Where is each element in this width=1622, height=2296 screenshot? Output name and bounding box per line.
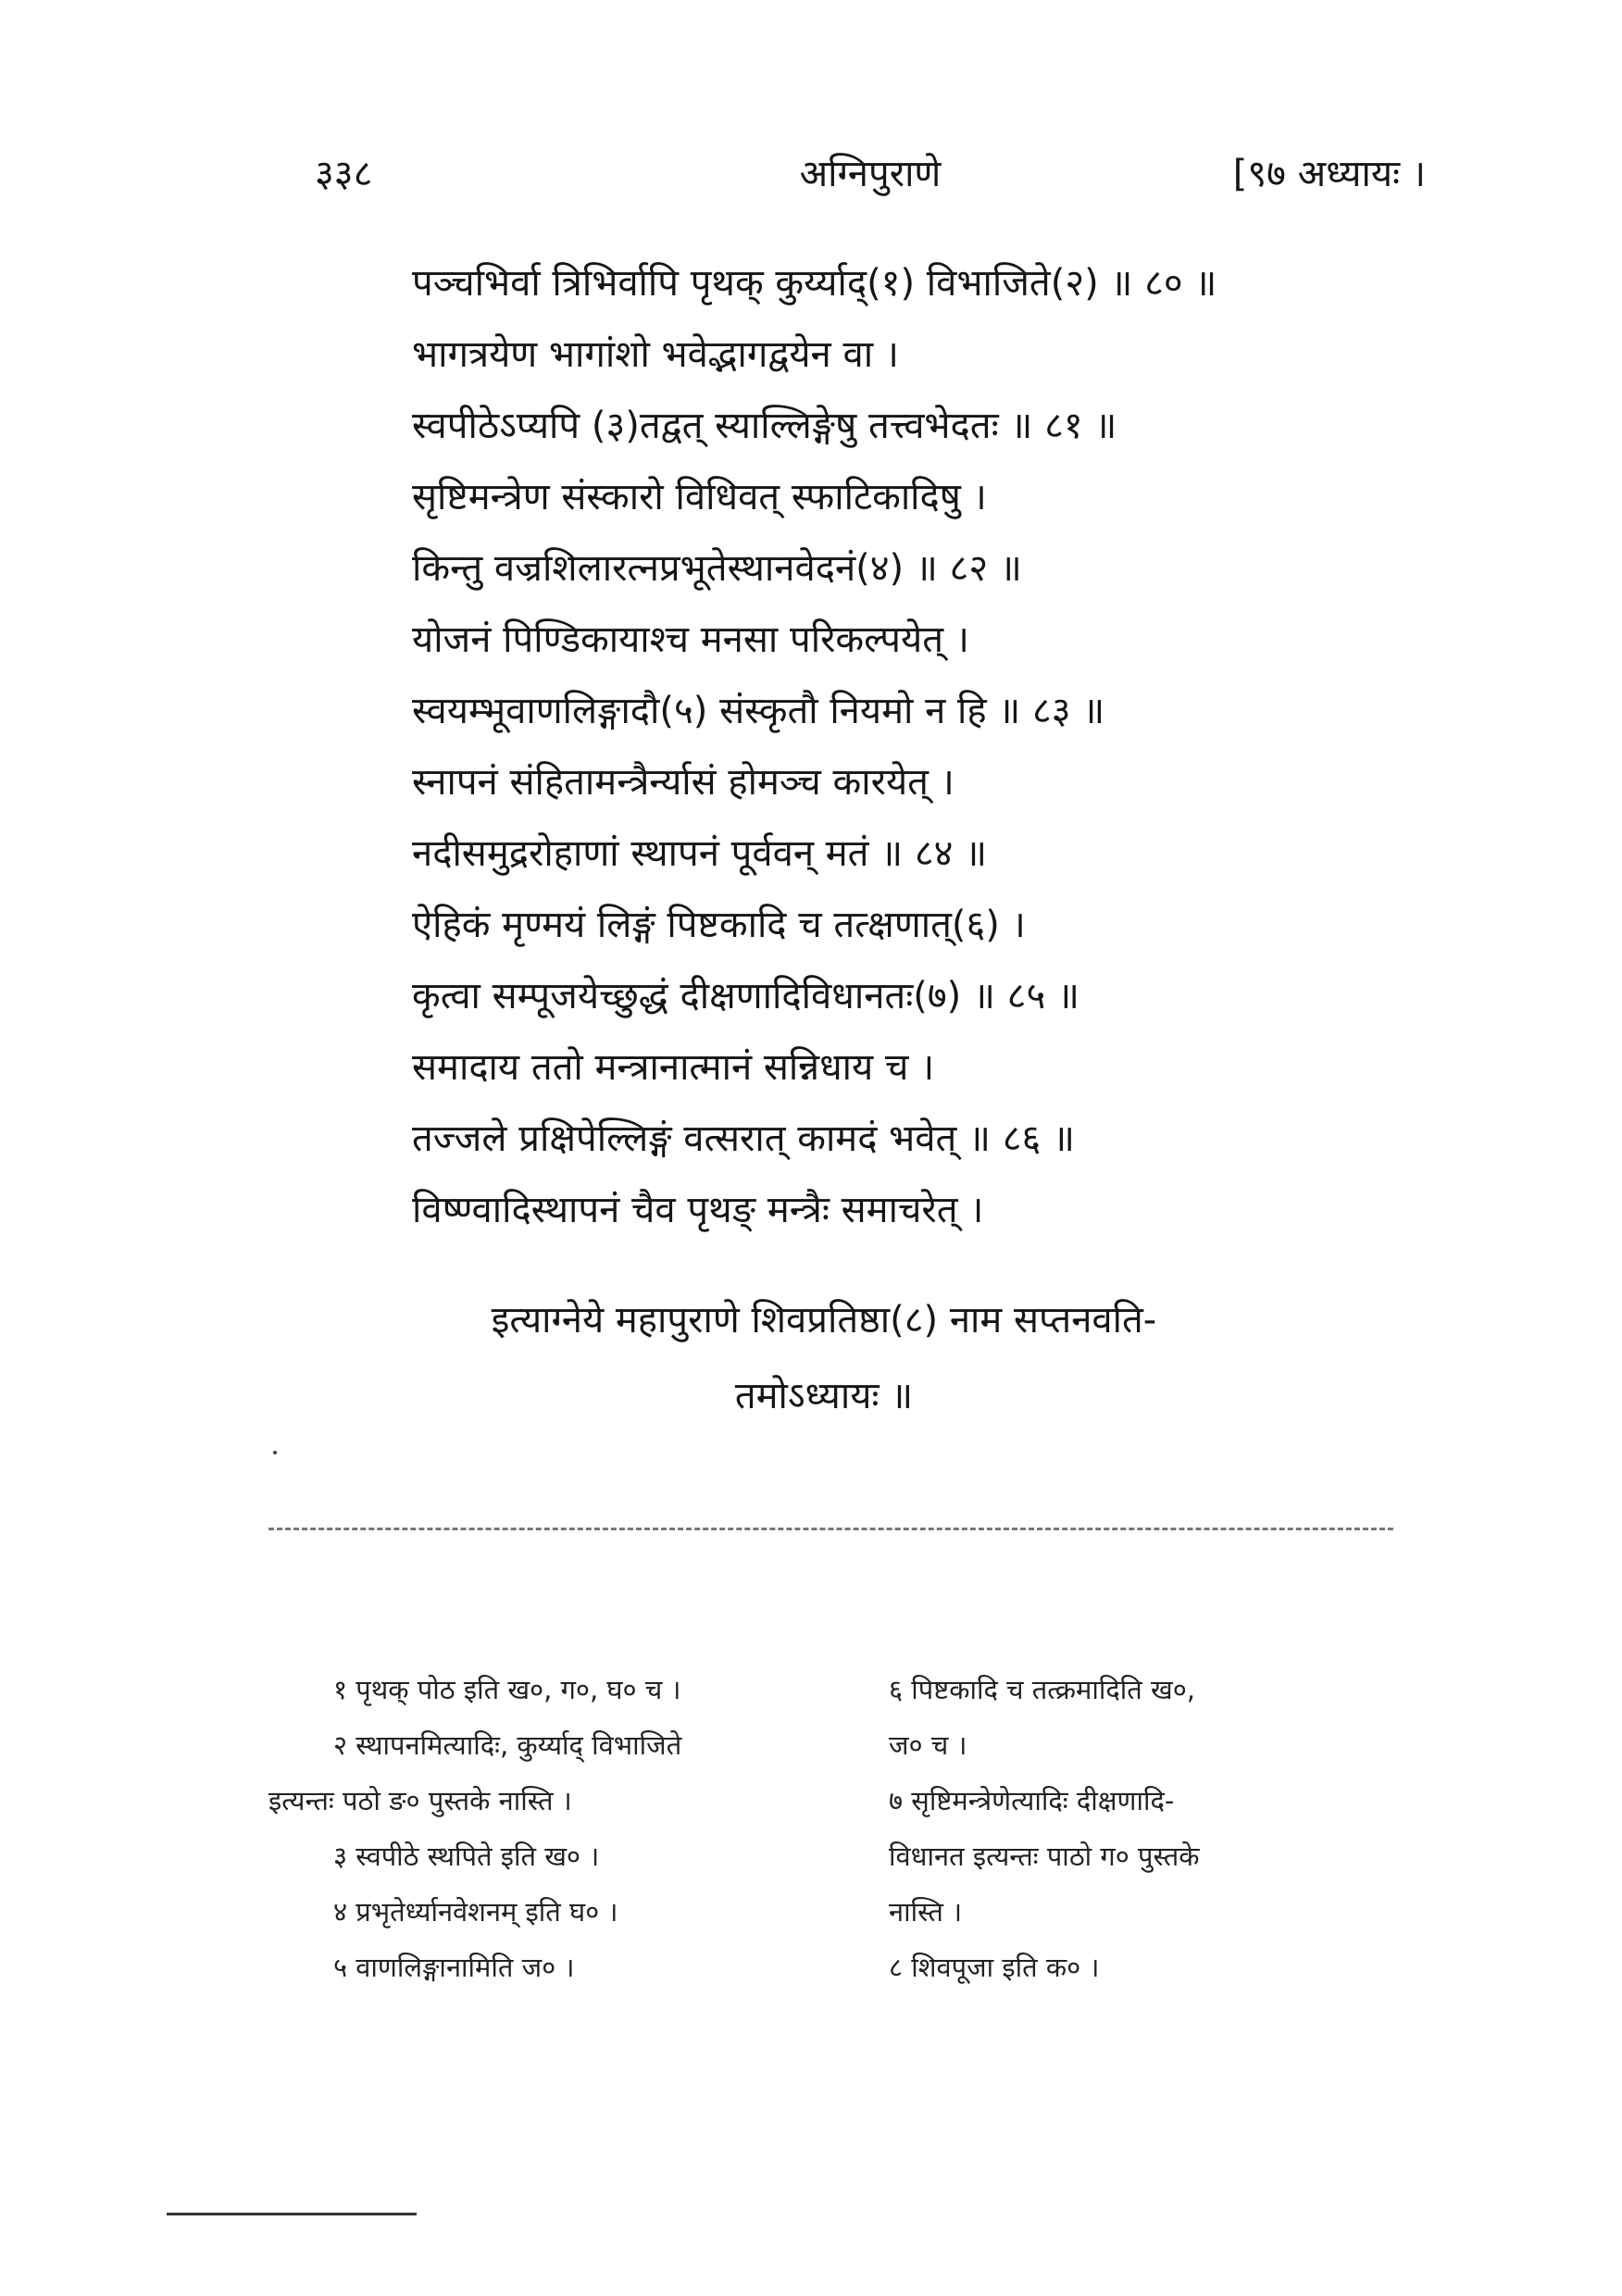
verse-line: कृत्वा सम्पूजयेच्छुद्धं दीक्षणादिविधानतः(७) ॥ ८५ ॥ — [412, 975, 1079, 1017]
verse-line: पञ्चभिर्वा त्रिभिर्वापि पृथक् कुर्य्याद्(१) विभाजिते(२) ॥ ८० ॥ — [412, 262, 1217, 305]
bottom-rule — [167, 2213, 417, 2215]
verse-line: नदीसमुद्ररोहाणां स्थापनं पूर्ववन् मतं ॥ ८४ ॥ — [412, 832, 988, 875]
verse-line: स्वयम्भूवाणलिङ्गादौ(५) संस्कृतौ नियमो न हि ॥ ८३ ॥ — [412, 690, 1105, 732]
verse-line: योजनं पिण्डिकायाश्च मनसा परिकल्पयेत् । — [412, 618, 969, 661]
footnote-continuation: नास्ति । — [889, 1896, 963, 1928]
running-title: अग्निपुराणे — [799, 153, 942, 195]
verse-line: स्नापनं संहितामन्त्रैर्न्यासं होमञ्च कारयेत् । — [412, 761, 954, 804]
colophon-line: इत्याग्नेये महापुराणे शिवप्रतिष्ठा(८) नाम सप्तनवति- — [491, 1299, 1157, 1341]
verse-line: विष्ण्वादिस्थापनं चैव पृथङ् मन्त्रैः समाचरेत् । — [412, 1189, 984, 1231]
footnote-separator — [268, 1528, 1393, 1530]
verse-line: किन्तु वज्रशिलारत्नप्रभूतेस्थानवेदनं(४) ॥ ८२ ॥ — [412, 547, 1022, 590]
verse-line: तज्जले प्रक्षिपेल्लिङ्गं वत्सरात् कामदं भवेत् ॥ ८६ ॥ — [412, 1117, 1076, 1160]
footnote: ७ सृष्टिमन्त्रेणेत्यादिः दीक्षणादि- — [889, 1785, 1175, 1816]
running-header — [315, 146, 1426, 202]
print-speck — [273, 1451, 277, 1454]
verse-line: समादाय ततो मन्त्रानात्मानं सन्निधाय च । — [412, 1046, 935, 1089]
footnotes-left-column — [268, 1662, 861, 1995]
footnote: ६ पिष्टकादि च तत्क्रमादिति ख०, — [889, 1674, 1196, 1705]
footnote-continuation: ज० च । — [889, 1729, 967, 1761]
footnote: ४ प्रभृतेर्ध्यानवेशनम् इति घ० । — [333, 1896, 618, 1928]
footnote: ३ स्वपीठे स्थपिते इति ख० । — [333, 1841, 600, 1872]
footnote: २ स्थापनमित्यादिः, कुर्य्याद् विभाजिते — [333, 1729, 682, 1761]
chapter-colophon — [315, 1282, 1333, 1434]
footnote-continuation: विधानत इत्यन्तः पाठो ग० पुस्तके — [889, 1841, 1200, 1872]
chapter-marker: [९७ अध्यायः । — [1232, 153, 1426, 195]
footnote: १ पृथक् पोठ इति ख०, ग०, घ० च । — [333, 1674, 681, 1705]
footnote: ८ शिवपूजा इति क० । — [889, 1952, 1100, 1983]
verse-block — [412, 248, 1412, 1246]
verse-line: स्वपीठेऽप्यपि (३)तद्वत् स्याल्लिङ्गेषु तत्त्वभेदतः ॥ ८१ ॥ — [412, 405, 1117, 447]
footnotes-right-column — [889, 1662, 1407, 1995]
verse-line: सृष्टिमन्त्रेण संस्कारो विधिवत् स्फाटिकादिषु । — [412, 476, 987, 518]
footnote-continuation: इत्यन्तः पठो ङ० पुस्तके नास्ति । — [268, 1785, 572, 1816]
footnote: ५ वाणलिङ्गानामिति ज० । — [333, 1952, 575, 1983]
verse-line: भागत्रयेण भागांशो भवेद्भागद्वयेन वा । — [412, 333, 899, 376]
colophon-line: तमोऽध्यायः ॥ — [734, 1375, 914, 1417]
page-number: ३३८ — [315, 153, 373, 195]
verse-line: ऐहिकं मृण्मयं लिङ्गं पिष्टकादि च तत्क्षणात्(६) । — [412, 904, 1026, 946]
